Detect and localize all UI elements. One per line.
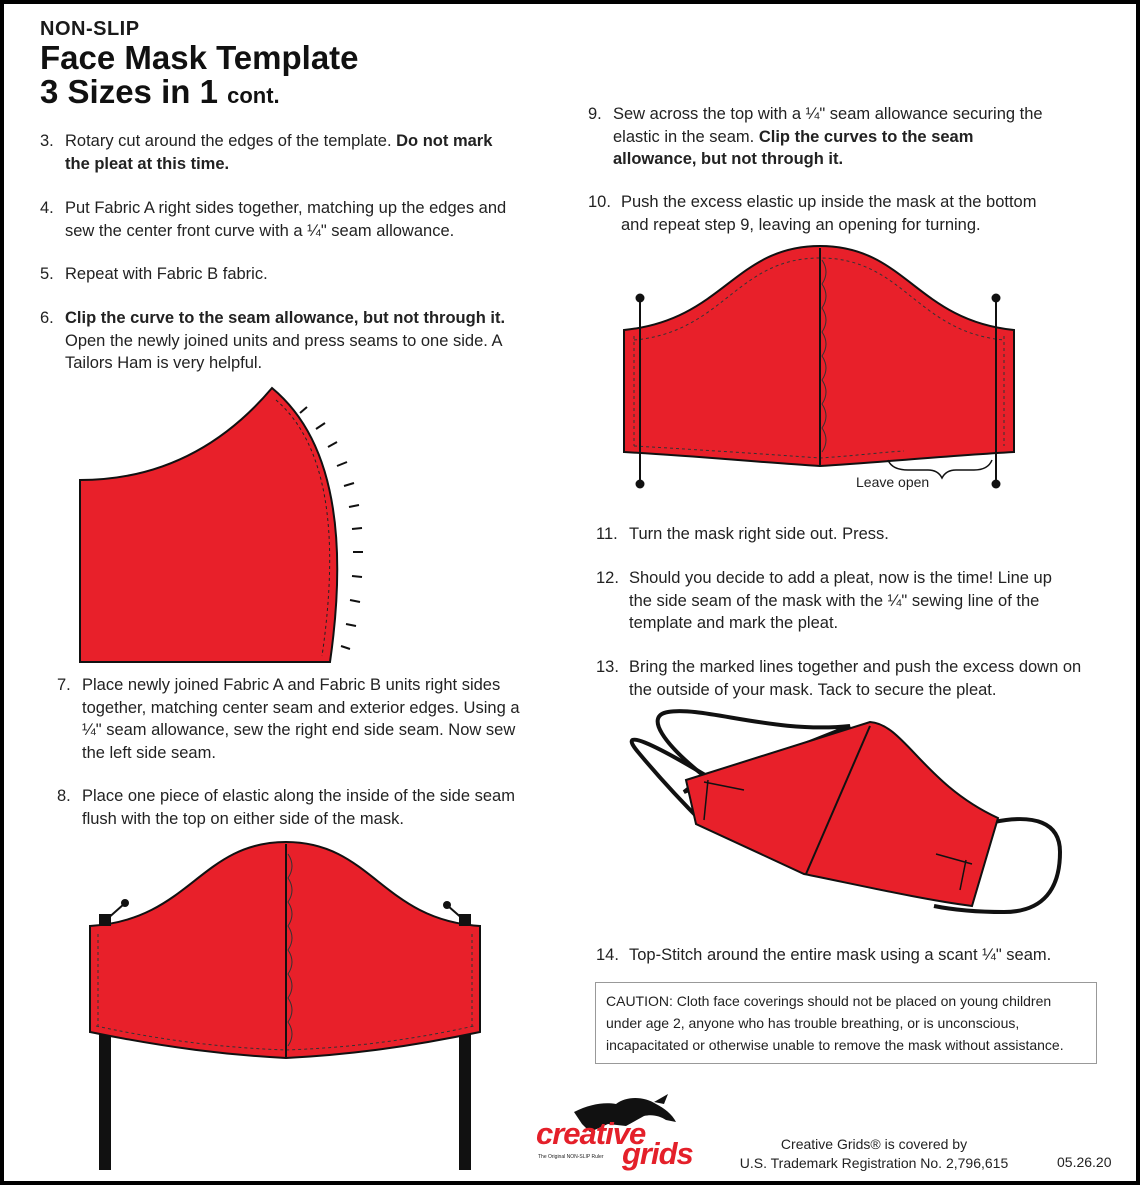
step-text: Repeat with Fabric B fabric. — [65, 265, 268, 283]
step-number: 10. — [588, 193, 611, 211]
step-number: 7. — [57, 676, 71, 694]
fox-logo-icon — [4, 4, 1136, 1181]
logo-word-creative: creative — [536, 1116, 646, 1151]
step-number: 4. — [40, 199, 54, 217]
logo-tagline: The Original NON-SLIP Ruler — [538, 1154, 604, 1160]
subtitle-main: 3 Sizes in 1 — [40, 73, 218, 110]
instruction-page — [4, 4, 1136, 1181]
leave-open-label: Leave open — [856, 474, 930, 490]
step-text: Sew across the top with a ¼" seam allowance securing the elastic in the seam. — [613, 105, 1043, 146]
step-number: 6. — [40, 309, 54, 327]
step-number: 3. — [40, 132, 54, 150]
trademark-line-2: U.S. Trademark Registration No. 2,796,615 — [739, 1155, 1009, 1171]
step-text: Top-Stitch around the entire mask using a scant ¼" seam. — [629, 946, 1052, 964]
step-bold-text: Clip the curve to the seam allowance, but not through it. — [65, 309, 506, 327]
step-number: 9. — [588, 105, 602, 123]
step-text: Bring the marked lines together and push the excess down on the outside of your mask. Tack to secure the pleat. — [629, 658, 1082, 699]
date-stamp: 05.26.20 — [1057, 1154, 1112, 1170]
step-text: Place one piece of elastic along the inside of the side seam flush with the top on either side of the mask. — [82, 787, 515, 828]
creative-grids-logo — [536, 1116, 706, 1171]
step-bold-text: Clip the curves to the seam allowance, but not through it. — [613, 127, 974, 168]
step-text: Rotary cut around the edges of the template. — [65, 132, 397, 150]
step-number: 5. — [40, 265, 54, 283]
logo-word-grids: grids — [622, 1136, 693, 1171]
brand-line: NON-SLIP — [40, 18, 140, 40]
step-text: Push the excess elastic up inside the mask at the bottom and repeat step 9, leaving an opening for turning. — [621, 193, 1037, 234]
caution-box: CAUTION: Cloth face coverings should not be placed on young children under age 2, anyone who has trouble breathing, or is unconscious, incapacitated or otherwise unable to remove the mask without assistance. — [595, 982, 1097, 1064]
step-bold-text: Do not mark the pleat at this time. — [65, 132, 493, 173]
trademark-notice — [724, 1135, 1024, 1173]
step-text: Put Fabric A right sides together, matching up the edges and sew the center front curve with a ¼" seam allowance. — [65, 199, 507, 240]
page-title: Face Mask Template — [40, 39, 359, 76]
step-number: 11. — [596, 525, 618, 543]
step-text: Should you decide to add a pleat, now is the time! Line up the side seam of the mask with the ¼" sewing line of the template and mark the pleat. — [629, 569, 1052, 632]
step-text: Open the newly joined units and press seams to one side. A Tailors Ham is very helpful. — [65, 331, 502, 372]
step-text: Place newly joined Fabric A and Fabric B units right sides together, matching center seam and exterior edges. Using a ¼" seam allowance, sew the right end side seam. Now sew the left side seam. — [82, 676, 520, 762]
step-number: 8. — [57, 787, 71, 805]
trademark-line-1: Creative Grids® is covered by — [780, 1136, 968, 1152]
subtitle-cont: cont. — [227, 83, 280, 108]
step-number: 13. — [596, 658, 619, 676]
step-number: 12. — [596, 569, 619, 587]
step-number: 14. — [596, 946, 619, 964]
step-text: Turn the mask right side out. Press. — [629, 525, 889, 543]
